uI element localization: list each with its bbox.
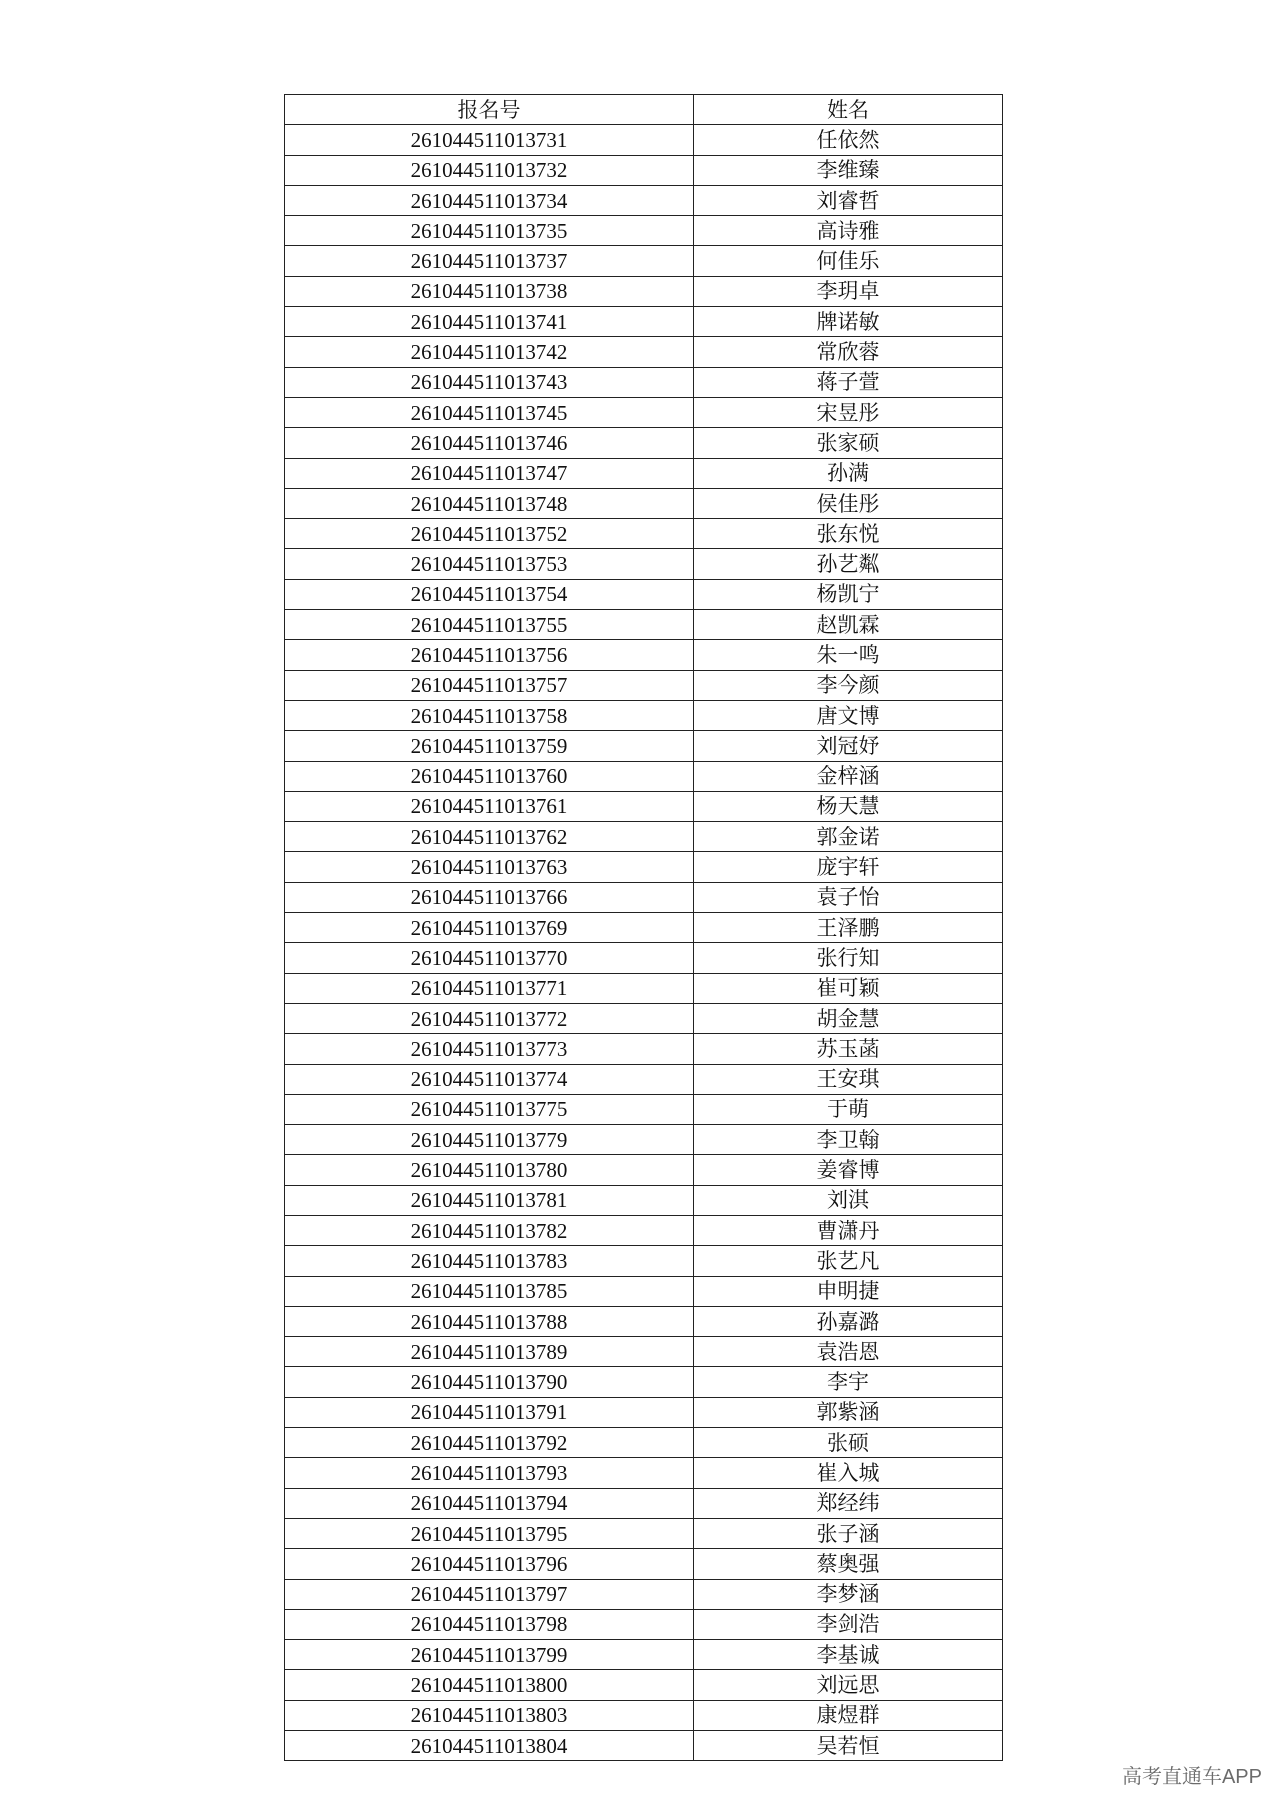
registration-number-cell: 261044511013796	[285, 1549, 694, 1579]
registration-number-cell: 261044511013745	[285, 397, 694, 427]
registration-number-cell: 261044511013766	[285, 882, 694, 912]
registration-number-cell: 261044511013803	[285, 1700, 694, 1730]
name-cell: 牌诺敏	[694, 307, 1003, 337]
name-cell: 李梦涵	[694, 1579, 1003, 1609]
table-row	[285, 1397, 1003, 1427]
registration-number-cell: 261044511013731	[285, 125, 694, 155]
name-cell: 高诗雅	[694, 216, 1003, 246]
table-row	[285, 1185, 1003, 1215]
table-body	[285, 125, 1003, 1761]
registration-number-cell: 261044511013798	[285, 1609, 694, 1639]
registration-number-cell: 261044511013746	[285, 428, 694, 458]
table-row	[285, 1155, 1003, 1185]
table-row	[285, 1700, 1003, 1730]
registration-number-cell: 261044511013800	[285, 1670, 694, 1700]
header-registration-number: 报名号	[285, 95, 694, 125]
table-row	[285, 185, 1003, 215]
watermark-text: 高考直通车APP	[1121, 1766, 1262, 1788]
registration-number-cell: 261044511013759	[285, 731, 694, 761]
registration-number-cell: 261044511013782	[285, 1215, 694, 1245]
table-row	[285, 337, 1003, 367]
table-row	[285, 1367, 1003, 1397]
registration-number-cell: 261044511013735	[285, 216, 694, 246]
registration-number-cell: 261044511013753	[285, 549, 694, 579]
name-cell: 刘睿哲	[694, 185, 1003, 215]
name-cell: 张行知	[694, 943, 1003, 973]
name-cell: 宋昱彤	[694, 397, 1003, 427]
name-cell: 李宇	[694, 1367, 1003, 1397]
table-row	[285, 973, 1003, 1003]
name-cell: 李卫翰	[694, 1125, 1003, 1155]
name-cell: 孙艺粼	[694, 549, 1003, 579]
table-row	[285, 155, 1003, 185]
registration-number-cell: 261044511013794	[285, 1488, 694, 1518]
table-row	[285, 488, 1003, 518]
registration-number-cell: 261044511013761	[285, 791, 694, 821]
table-row	[285, 1670, 1003, 1700]
name-cell: 袁子怡	[694, 882, 1003, 912]
registration-number-cell: 261044511013743	[285, 367, 694, 397]
name-cell: 杨凯宁	[694, 579, 1003, 609]
table-row	[285, 276, 1003, 306]
name-cell: 于萌	[694, 1094, 1003, 1124]
registration-number-cell: 261044511013758	[285, 700, 694, 730]
name-cell: 王安琪	[694, 1064, 1003, 1094]
table-row	[285, 1518, 1003, 1548]
name-cell: 袁浩恩	[694, 1337, 1003, 1367]
table-row	[285, 1215, 1003, 1245]
registration-number-cell: 261044511013785	[285, 1276, 694, 1306]
table-row	[285, 761, 1003, 791]
table-row	[285, 428, 1003, 458]
table-row	[285, 1064, 1003, 1094]
registration-number-cell: 261044511013771	[285, 973, 694, 1003]
name-cell: 杨天慧	[694, 791, 1003, 821]
table-row	[285, 852, 1003, 882]
registration-number-cell: 261044511013747	[285, 458, 694, 488]
registration-number-cell: 261044511013788	[285, 1306, 694, 1336]
registration-number-cell: 261044511013763	[285, 852, 694, 882]
registration-number-cell: 261044511013797	[285, 1579, 694, 1609]
table-row	[285, 1246, 1003, 1276]
name-cell: 王泽鹏	[694, 913, 1003, 943]
table-row	[285, 1488, 1003, 1518]
registration-number-cell: 261044511013792	[285, 1428, 694, 1458]
table-header	[285, 95, 1003, 125]
registration-number-cell: 261044511013804	[285, 1731, 694, 1761]
name-cell: 唐文博	[694, 700, 1003, 730]
table-row	[285, 397, 1003, 427]
registration-number-cell: 261044511013781	[285, 1185, 694, 1215]
name-cell: 崔可颖	[694, 973, 1003, 1003]
table-row	[285, 125, 1003, 155]
table-row	[285, 307, 1003, 337]
name-cell: 张子涵	[694, 1518, 1003, 1548]
registration-number-cell: 261044511013738	[285, 276, 694, 306]
table-row	[285, 1428, 1003, 1458]
registration-number-cell: 261044511013762	[285, 822, 694, 852]
table-row	[285, 1125, 1003, 1155]
table-row	[285, 670, 1003, 700]
roster-table	[284, 94, 1003, 1761]
registration-number-cell: 261044511013799	[285, 1640, 694, 1670]
name-cell: 崔入城	[694, 1458, 1003, 1488]
table-row	[285, 519, 1003, 549]
name-cell: 庞宇轩	[694, 852, 1003, 882]
name-cell: 张家硕	[694, 428, 1003, 458]
name-cell: 胡金慧	[694, 1003, 1003, 1033]
table-row	[285, 549, 1003, 579]
name-cell: 朱一鸣	[694, 640, 1003, 670]
registration-number-cell: 261044511013754	[285, 579, 694, 609]
name-cell: 常欣蓉	[694, 337, 1003, 367]
table-row	[285, 1458, 1003, 1488]
table-row	[285, 246, 1003, 276]
name-cell: 申明捷	[694, 1276, 1003, 1306]
table-row	[285, 1609, 1003, 1639]
header-row	[285, 95, 1003, 125]
name-cell: 刘远思	[694, 1670, 1003, 1700]
table-row	[285, 913, 1003, 943]
name-cell: 赵凯霖	[694, 610, 1003, 640]
registration-number-cell: 261044511013756	[285, 640, 694, 670]
registration-number-cell: 261044511013791	[285, 1397, 694, 1427]
table-row	[285, 700, 1003, 730]
registration-number-cell: 261044511013773	[285, 1034, 694, 1064]
table-row	[285, 1640, 1003, 1670]
name-cell: 孙满	[694, 458, 1003, 488]
name-cell: 李玥卓	[694, 276, 1003, 306]
registration-number-cell: 261044511013760	[285, 761, 694, 791]
table-row	[285, 1094, 1003, 1124]
table-row	[285, 1306, 1003, 1336]
table-row	[285, 822, 1003, 852]
name-cell: 曹潇丹	[694, 1215, 1003, 1245]
name-cell: 刘冠妤	[694, 731, 1003, 761]
registration-number-cell: 261044511013752	[285, 519, 694, 549]
registration-number-cell: 261044511013748	[285, 488, 694, 518]
name-cell: 康煜群	[694, 1700, 1003, 1730]
registration-number-cell: 261044511013742	[285, 337, 694, 367]
table-row	[285, 579, 1003, 609]
registration-number-cell: 261044511013790	[285, 1367, 694, 1397]
registration-number-cell: 261044511013775	[285, 1094, 694, 1124]
name-cell: 张东悦	[694, 519, 1003, 549]
registration-number-cell: 261044511013783	[285, 1246, 694, 1276]
registration-number-cell: 261044511013757	[285, 670, 694, 700]
registration-number-cell: 261044511013737	[285, 246, 694, 276]
table-row	[285, 216, 1003, 246]
name-cell: 何佳乐	[694, 246, 1003, 276]
registration-number-cell: 261044511013774	[285, 1064, 694, 1094]
registration-number-cell: 261044511013732	[285, 155, 694, 185]
table-row	[285, 791, 1003, 821]
table-row	[285, 1003, 1003, 1033]
name-cell: 孙嘉潞	[694, 1306, 1003, 1336]
table-row	[285, 731, 1003, 761]
registration-number-cell: 261044511013755	[285, 610, 694, 640]
name-cell: 李今颜	[694, 670, 1003, 700]
name-cell: 张艺凡	[694, 1246, 1003, 1276]
table-row	[285, 882, 1003, 912]
registration-number-cell: 261044511013793	[285, 1458, 694, 1488]
name-cell: 吴若恒	[694, 1731, 1003, 1761]
name-cell: 张硕	[694, 1428, 1003, 1458]
name-cell: 侯佳彤	[694, 488, 1003, 518]
name-cell: 金梓涵	[694, 761, 1003, 791]
table-row	[285, 1276, 1003, 1306]
name-cell: 郭金诺	[694, 822, 1003, 852]
registration-number-cell: 261044511013780	[285, 1155, 694, 1185]
table-row	[285, 640, 1003, 670]
name-cell: 苏玉菡	[694, 1034, 1003, 1064]
name-cell: 姜睿博	[694, 1155, 1003, 1185]
name-cell: 刘淇	[694, 1185, 1003, 1215]
name-cell: 李基诚	[694, 1640, 1003, 1670]
header-name: 姓名	[694, 95, 1003, 125]
table-row	[285, 943, 1003, 973]
registration-number-cell: 261044511013769	[285, 913, 694, 943]
table-row	[285, 1579, 1003, 1609]
name-cell: 蒋子萱	[694, 367, 1003, 397]
name-cell: 李剑浩	[694, 1609, 1003, 1639]
registration-number-cell: 261044511013779	[285, 1125, 694, 1155]
table-row	[285, 1337, 1003, 1367]
registration-number-cell: 261044511013734	[285, 185, 694, 215]
table-row	[285, 1034, 1003, 1064]
name-cell: 李维臻	[694, 155, 1003, 185]
table-row	[285, 458, 1003, 488]
name-cell: 蔡奥强	[694, 1549, 1003, 1579]
table-row	[285, 1731, 1003, 1761]
table-row	[285, 610, 1003, 640]
name-cell: 郭紫涵	[694, 1397, 1003, 1427]
registration-number-cell: 261044511013789	[285, 1337, 694, 1367]
name-cell: 郑经纬	[694, 1488, 1003, 1518]
table-row	[285, 367, 1003, 397]
registration-number-cell: 261044511013741	[285, 307, 694, 337]
name-cell: 任依然	[694, 125, 1003, 155]
registration-number-cell: 261044511013770	[285, 943, 694, 973]
registration-number-cell: 261044511013795	[285, 1518, 694, 1548]
registration-number-cell: 261044511013772	[285, 1003, 694, 1033]
table-row	[285, 1549, 1003, 1579]
